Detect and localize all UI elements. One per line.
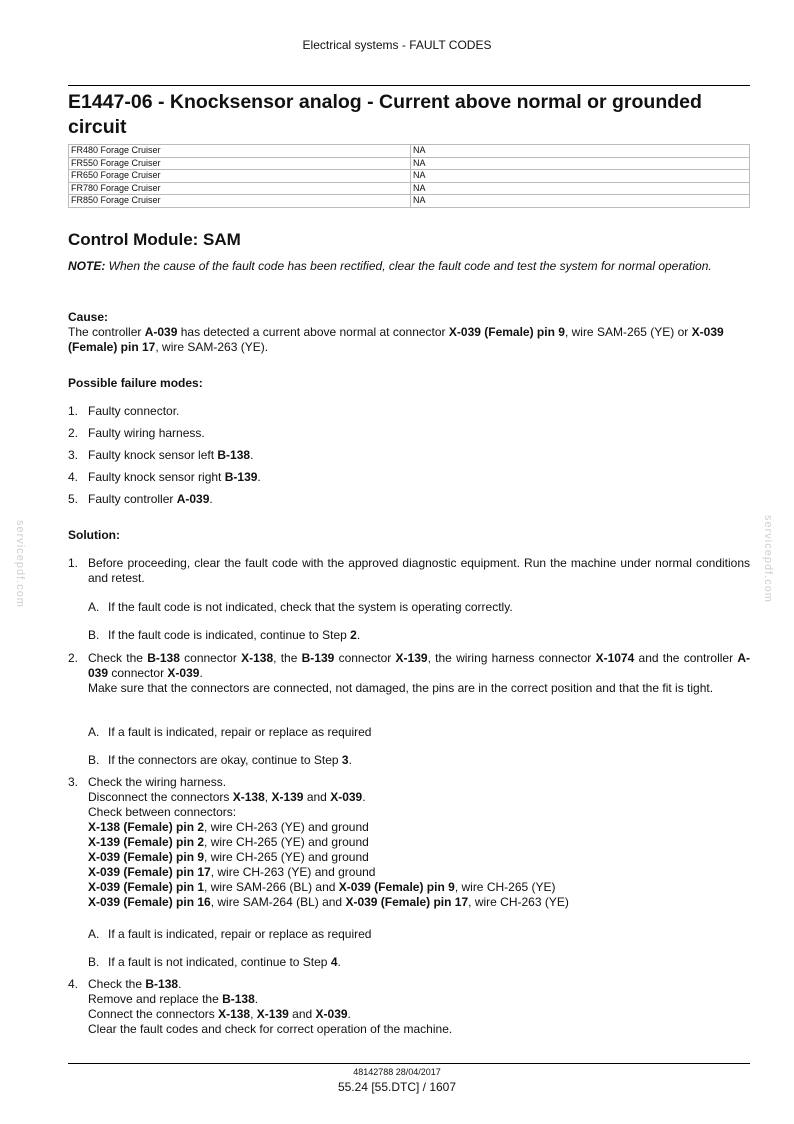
connector-pin-ref: X-039 (Female) pin 17 (345, 895, 469, 909)
sub-step-text-part: If a fault is not indicated, continue to Step (108, 955, 331, 969)
sub-step-letter: B. (88, 955, 100, 969)
connector-ref: X-139 (271, 790, 304, 804)
connector-ref: X-138 (232, 790, 265, 804)
step-text-line: Clear the fault codes and check for correct operation of the machine. (88, 1022, 453, 1036)
connector-ref: X-039 (167, 666, 200, 680)
connector-pin-ref: X-039 (Female) pin 9 (88, 850, 205, 864)
sub-step-text-part: If the fault code is indicated, continue to Step (108, 628, 351, 642)
connector-ref: X-139 (395, 651, 428, 665)
check-text: , wire SAM-266 (BL) and (204, 880, 339, 894)
table-row (69, 145, 750, 158)
connector-pin-ref: X-039 (Female) pin 9 (338, 880, 455, 894)
component-ref: A-039 (176, 492, 210, 506)
component-ref: B-139 (301, 651, 335, 665)
list-number: 5. (68, 492, 79, 506)
step-text-line (88, 977, 750, 992)
sub-step-text-part: . (348, 753, 352, 767)
step-text-line (88, 1007, 750, 1022)
page-number: 55.24 [55.DTC] / 1607 (337, 1080, 457, 1094)
step-ref: 3 (341, 753, 349, 767)
sub-step-letter: B. (88, 753, 100, 767)
step-text-part: and the controller (634, 651, 738, 665)
model-cell: FR850 Forage Cruiser (69, 195, 411, 208)
step-text-part: and (303, 790, 331, 804)
sub-step-letter: A. (88, 725, 100, 739)
value-cell: NA (411, 145, 750, 158)
step-text-line: Check between connectors: (88, 805, 237, 819)
connector-pin-ref: X-039 (Female) pin 1 (88, 880, 205, 894)
watermark-left: servicepdf.com (14, 520, 26, 608)
check-text: , wire CH-265 (YE) and ground (204, 850, 369, 864)
list-text (88, 448, 750, 463)
sub-step-text: If a fault is indicated, repair or replace as required (108, 927, 372, 941)
connector-ref: X-039 (330, 790, 363, 804)
check-line (88, 850, 750, 865)
step-text-part: Disconnect the connectors (88, 790, 233, 804)
step-number: 3. (68, 775, 79, 789)
step-text-part: . (178, 977, 182, 991)
step-text (88, 775, 750, 910)
table-row (69, 182, 750, 195)
step-number: 1. (68, 556, 79, 570)
running-header: Electrical systems - FAULT CODES (302, 38, 492, 52)
list-text-part: . (250, 448, 254, 462)
document-id: 48142788 28/04/2017 (353, 1067, 441, 1077)
sub-step-text: If a fault is indicated, repair or replace as required (108, 725, 372, 739)
step-text-line: Make sure that the connectors are connected, not damaged, the pins are in the correct position and that the fit is tight. (88, 681, 714, 695)
sub-step-text-part: If the connectors are okay, continue to Step (108, 753, 342, 767)
step-text-line (88, 992, 750, 1007)
header-rule (68, 85, 750, 86)
sub-step-text (108, 955, 750, 970)
list-text (88, 492, 750, 507)
connector-ref: X-039 (315, 1007, 348, 1021)
step-text-part: connector (334, 651, 396, 665)
list-text-part: . (209, 492, 213, 506)
check-line (88, 835, 750, 850)
list-text-part: Faulty controller (88, 492, 177, 506)
connector-ref: X-1074 (595, 651, 635, 665)
step-text-line (88, 790, 750, 805)
check-line (88, 880, 750, 895)
check-text: , wire CH-265 (YE) and ground (204, 835, 369, 849)
sub-step-letter: A. (88, 600, 100, 614)
component-ref: B-138 (222, 992, 255, 1006)
table-row (69, 170, 750, 183)
table-row (69, 195, 750, 208)
model-cell: FR650 Forage Cruiser (69, 170, 411, 183)
step-number: 4. (68, 977, 79, 991)
step-ref: 2 (350, 628, 357, 642)
check-text: , wire CH-263 (YE) and ground (204, 820, 369, 834)
step-text-part: and (288, 1007, 316, 1021)
step-text-part: . (362, 790, 366, 804)
list-text (88, 470, 750, 485)
model-cell: FR550 Forage Cruiser (69, 157, 411, 170)
note-text: When the cause of the fault code has been rectified, clear the fault code and test the system for normal operation. (105, 259, 712, 273)
connector-ref: X-138 (218, 1007, 251, 1021)
check-text: , wire CH-263 (YE) (468, 895, 569, 909)
model-applicability-table (68, 144, 750, 208)
value-cell: NA (411, 182, 750, 195)
model-cell: FR480 Forage Cruiser (69, 145, 411, 158)
check-line (88, 865, 750, 880)
value-cell: NA (411, 195, 750, 208)
step-text-part: . (347, 1007, 351, 1021)
controller-ref: A-039 (88, 651, 750, 680)
component-ref: B-138 (147, 651, 180, 665)
solution-heading: Solution: (68, 528, 120, 542)
list-number: 2. (68, 426, 79, 440)
check-text: , wire SAM-264 (BL) and (210, 895, 346, 909)
sub-step-text: If the fault code is not indicated, check that the system is operating correctly. (108, 600, 513, 614)
control-module-heading: Control Module: SAM (68, 230, 241, 249)
check-line (88, 820, 750, 835)
list-number: 3. (68, 448, 79, 462)
list-text: Faulty wiring harness. (88, 426, 205, 440)
sub-step-text (108, 753, 750, 768)
model-cell: FR780 Forage Cruiser (69, 182, 411, 195)
step-text: Before proceeding, clear the fault code with the approved diagnostic equipment. Run the machine under normal conditions and retest. (88, 556, 750, 585)
cause-text-part: The controller (68, 325, 145, 339)
cause-text (68, 325, 750, 355)
connector-pin-ref: X-039 (Female) pin 9 (448, 325, 565, 339)
list-number: 1. (68, 404, 79, 418)
cause-text-part: has detected a current above normal at connector (177, 325, 449, 339)
footer-rule (68, 1063, 750, 1064)
sub-step-letter: A. (88, 927, 100, 941)
sub-step-text-part: . (356, 628, 361, 642)
sub-step-letter: B. (88, 628, 100, 642)
note-paragraph (68, 259, 750, 274)
watermark-right: servicepdf.com (762, 515, 774, 603)
step-text-part: . (254, 992, 259, 1006)
step-text-part: Check the (88, 977, 146, 991)
check-line (88, 895, 750, 910)
step-text-part: Connect the connectors (88, 1007, 219, 1021)
step-number: 2. (68, 651, 79, 665)
component-ref: B-138 (217, 448, 251, 462)
step-text-part: connector (108, 666, 168, 680)
step-text-part: , the wiring harness connector (427, 651, 596, 665)
step-text (88, 977, 750, 1037)
connector-ref: X-139 (256, 1007, 289, 1021)
component-ref: B-138 (145, 977, 179, 991)
connector-pin-ref: X-039 (Female) pin 17 (88, 865, 211, 879)
list-text: Faulty connector. (88, 404, 180, 418)
step-text-part: , (264, 790, 272, 804)
failure-modes-heading: Possible failure modes: (68, 376, 203, 390)
step-text-part: Check the (88, 651, 148, 665)
check-text: , wire CH-263 (YE) and ground (210, 865, 376, 879)
step-text-part: connector (179, 651, 242, 665)
connector-pin-ref: X-039 (Female) pin 16 (88, 895, 211, 909)
cause-heading: Cause: (68, 310, 109, 324)
component-ref: B-139 (224, 470, 258, 484)
connector-pin-ref: X-138 (Female) pin 2 (88, 820, 205, 834)
check-text: , wire CH-265 (YE) (454, 880, 556, 894)
step-ref: 4 (330, 955, 338, 969)
value-cell: NA (411, 157, 750, 170)
list-text-part: Faulty knock sensor left (88, 448, 218, 462)
step-text-part: . (199, 666, 203, 680)
step-text (88, 651, 750, 696)
step-text-part: , the (273, 651, 302, 665)
value-cell: NA (411, 170, 750, 183)
list-number: 4. (68, 470, 79, 484)
list-text-part: . (257, 470, 261, 484)
table-row (69, 157, 750, 170)
list-text-part: Faulty knock sensor right (88, 470, 225, 484)
connector-ref: X-138 (241, 651, 274, 665)
fault-code-title: E1447-06 - Knocksensor analog - Current above normal or grounded circuit (68, 91, 702, 138)
step-text-part: , (250, 1007, 257, 1021)
step-text-part: Remove and replace the (88, 992, 223, 1006)
step-text-line: Check the wiring harness. (88, 775, 227, 789)
connector-pin-ref: X-039 (Female) pin 17 (68, 325, 724, 354)
sub-step-text-part: . (337, 955, 341, 969)
connector-pin-ref: X-139 (Female) pin 2 (88, 835, 205, 849)
controller-ref: A-039 (144, 325, 178, 339)
cause-section (68, 310, 750, 355)
step-text-line (88, 651, 750, 681)
cause-text-part: , wire SAM-265 (YE) or (564, 325, 692, 339)
sub-step-text (108, 628, 750, 643)
cause-text-part: , wire SAM-263 (YE). (155, 340, 269, 354)
note-label: NOTE: (68, 259, 106, 273)
